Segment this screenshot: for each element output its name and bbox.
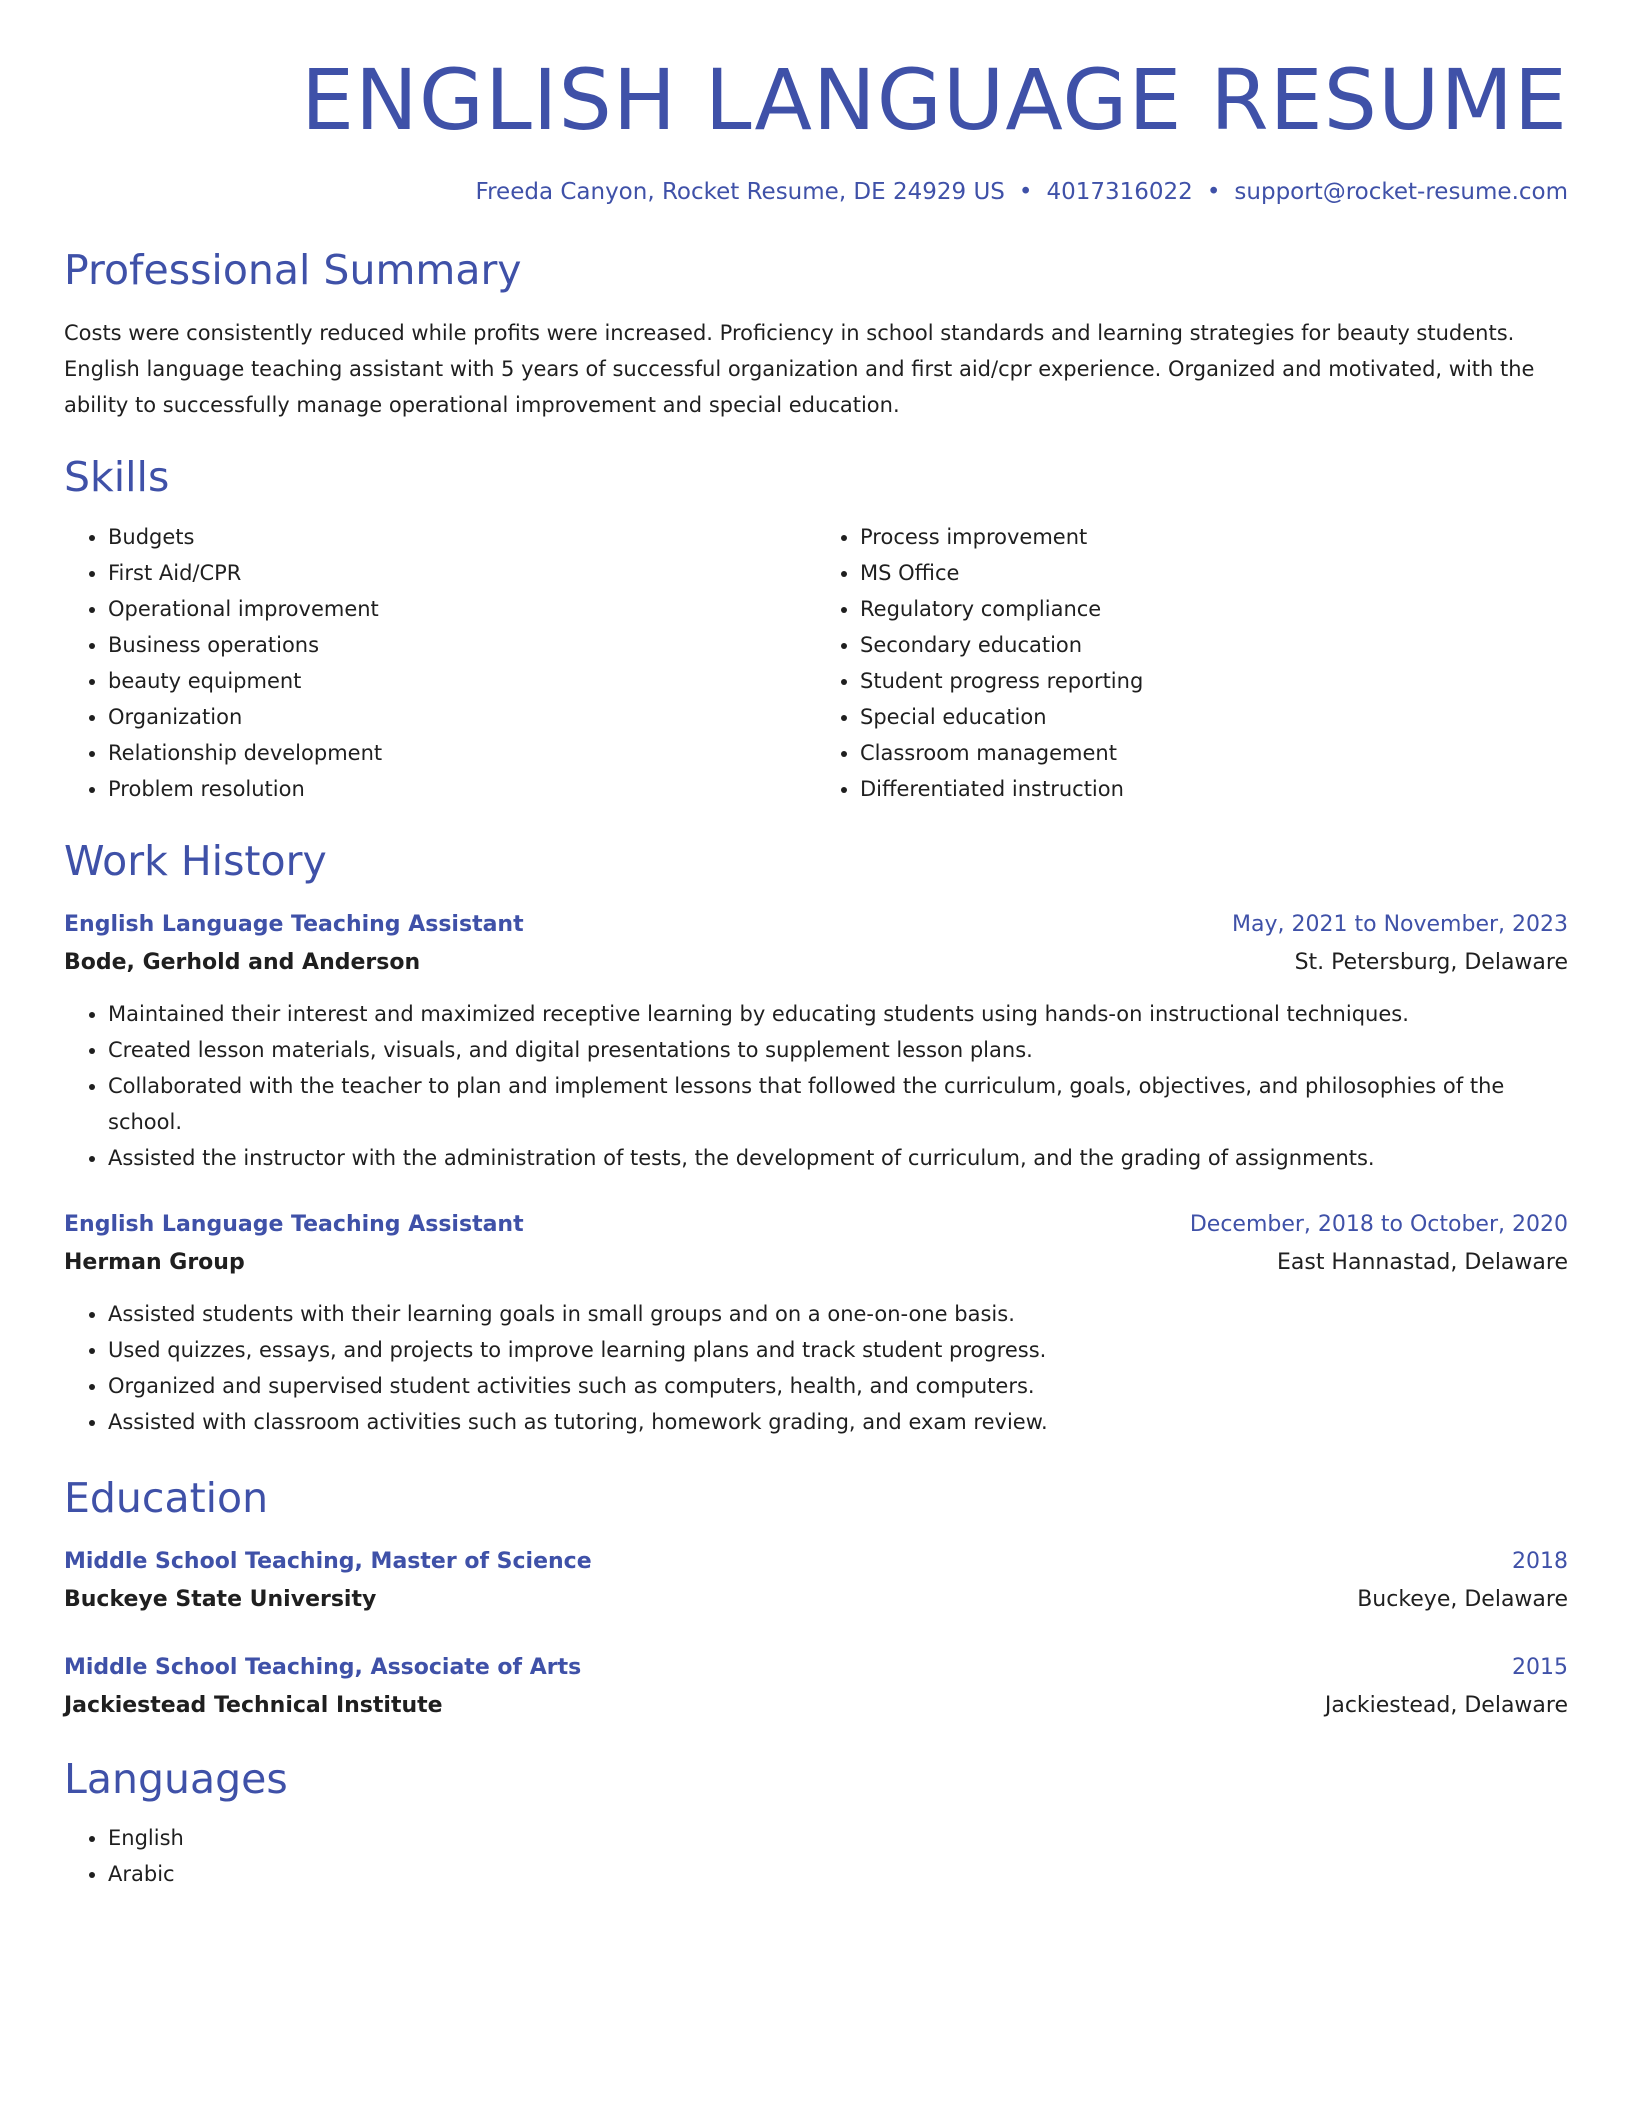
education-degree: Middle School Teaching, Associate of Arts bbox=[64, 1654, 582, 1680]
job-bullet: • Used quizzes, essays, and projects to improve learning plans and track student progress. bbox=[108, 1332, 1568, 1368]
work-history-heading: Work History bbox=[64, 836, 327, 885]
job-header-row bbox=[64, 1206, 1568, 1244]
languages-heading: Languages bbox=[64, 1754, 288, 1803]
job-location: St. Petersburg, Delaware bbox=[1294, 949, 1568, 975]
contact-separator: • bbox=[1206, 178, 1221, 205]
job-entry bbox=[64, 1206, 1568, 1440]
education-location: Buckeye, Delaware bbox=[1357, 1586, 1568, 1612]
skill-item: • Student progress reporting bbox=[860, 663, 1568, 699]
contact-separator: • bbox=[1018, 178, 1033, 205]
skills-list-right bbox=[816, 519, 1568, 807]
job-dates: May, 2021 to November, 2023 bbox=[1232, 911, 1568, 937]
skill-item: • Special education bbox=[860, 699, 1568, 735]
education-entry bbox=[64, 1649, 1568, 1725]
skill-item: • beauty equipment bbox=[108, 663, 816, 699]
skill-item: • Process improvement bbox=[860, 519, 1568, 555]
education-degree: Middle School Teaching, Master of Science bbox=[64, 1548, 592, 1574]
job-bullet: • Created lesson materials, visuals, and digital presentations to supplement lesson plans. bbox=[108, 1032, 1568, 1068]
education-header-row bbox=[64, 1543, 1568, 1581]
skill-item: • MS Office bbox=[860, 555, 1568, 591]
language-item: • Arabic bbox=[108, 1856, 1568, 1892]
job-entry bbox=[64, 906, 1568, 1176]
job-bullet: • Assisted the instructor with the administration of tests, the development of curriculum, and the grading of assignments. bbox=[108, 1140, 1568, 1176]
job-company-row bbox=[64, 944, 1568, 982]
education-year: 2018 bbox=[1512, 1548, 1568, 1574]
education-heading: Education bbox=[64, 1473, 269, 1522]
skills-heading: Skills bbox=[64, 453, 170, 502]
skill-item: • Business operations bbox=[108, 627, 816, 663]
language-item: • English bbox=[108, 1820, 1568, 1856]
job-role: English Language Teaching Assistant bbox=[64, 1211, 524, 1237]
education-school-row bbox=[64, 1687, 1568, 1725]
education-entry bbox=[64, 1543, 1568, 1619]
skills-columns bbox=[64, 519, 1568, 807]
contact-address: Freeda Canyon, Rocket Resume, DE 24929 US bbox=[475, 178, 1005, 205]
summary-text: Costs were consistently reduced while profits were increased. Proficiency in school standards and learning strategies for beauty students. English language teaching assistant with 5 years of successful organization and first aid/cpr experience. Organized and motivated, with the ability to successfully manage operational improvement and special education. bbox=[64, 321, 1535, 418]
job-dates: December, 2018 to October, 2020 bbox=[1189, 1211, 1568, 1237]
job-bullet: • Collaborated with the teacher to plan and implement lessons that followed the curriculum, goals, objectives, and philosophies of the school. bbox=[108, 1068, 1568, 1140]
education-year: 2015 bbox=[1512, 1654, 1568, 1680]
skill-item: • Organization bbox=[108, 699, 816, 735]
skill-item: • Relationship development bbox=[108, 735, 816, 771]
job-bullet: • Maintained their interest and maximized receptive learning by educating students using hands-on instructional techniques. bbox=[108, 996, 1568, 1032]
skill-item: • First Aid/CPR bbox=[108, 555, 816, 591]
education-school: Jackiestead Technical Institute bbox=[64, 1692, 443, 1718]
skill-item: • Secondary education bbox=[860, 627, 1568, 663]
job-company: Bode, Gerhold and Anderson bbox=[64, 949, 421, 975]
education-header-row bbox=[64, 1649, 1568, 1687]
education-location: Jackiestead, Delaware bbox=[1324, 1692, 1568, 1718]
job-bullets bbox=[64, 996, 1568, 1176]
job-company-row bbox=[64, 1244, 1568, 1282]
languages-list bbox=[64, 1820, 1568, 1892]
contact-phone: 4017316022 bbox=[1046, 178, 1193, 205]
job-bullet: • Assisted students with their learning goals in small groups and on a one-on-one basis. bbox=[108, 1296, 1568, 1332]
job-role: English Language Teaching Assistant bbox=[64, 911, 524, 937]
education-school: Buckeye State University bbox=[64, 1586, 377, 1612]
job-bullet: • Organized and supervised student activities such as computers, health, and computers. bbox=[108, 1368, 1568, 1404]
skill-item: • Classroom management bbox=[860, 735, 1568, 771]
contact-email: support@rocket-resume.com bbox=[1234, 178, 1568, 205]
skills-list-left bbox=[64, 519, 816, 807]
job-bullets bbox=[64, 1296, 1568, 1440]
job-bullet: • Assisted with classroom activities such as tutoring, homework grading, and exam review. bbox=[108, 1404, 1568, 1440]
skill-item: • Differentiated instruction bbox=[860, 771, 1568, 807]
skill-item: • Budgets bbox=[108, 519, 816, 555]
summary-heading: Professional Summary bbox=[64, 246, 522, 295]
skill-item: • Problem resolution bbox=[108, 771, 816, 807]
skill-item: • Regulatory compliance bbox=[860, 591, 1568, 627]
resume-title: ENGLISH LANGUAGE RESUME bbox=[300, 51, 1568, 149]
job-location: East Hannastad, Delaware bbox=[1276, 1249, 1568, 1275]
skill-item: • Operational improvement bbox=[108, 591, 816, 627]
education-school-row bbox=[64, 1581, 1568, 1619]
contact-line bbox=[64, 179, 1568, 207]
job-header-row bbox=[64, 906, 1568, 944]
job-company: Herman Group bbox=[64, 1249, 245, 1275]
